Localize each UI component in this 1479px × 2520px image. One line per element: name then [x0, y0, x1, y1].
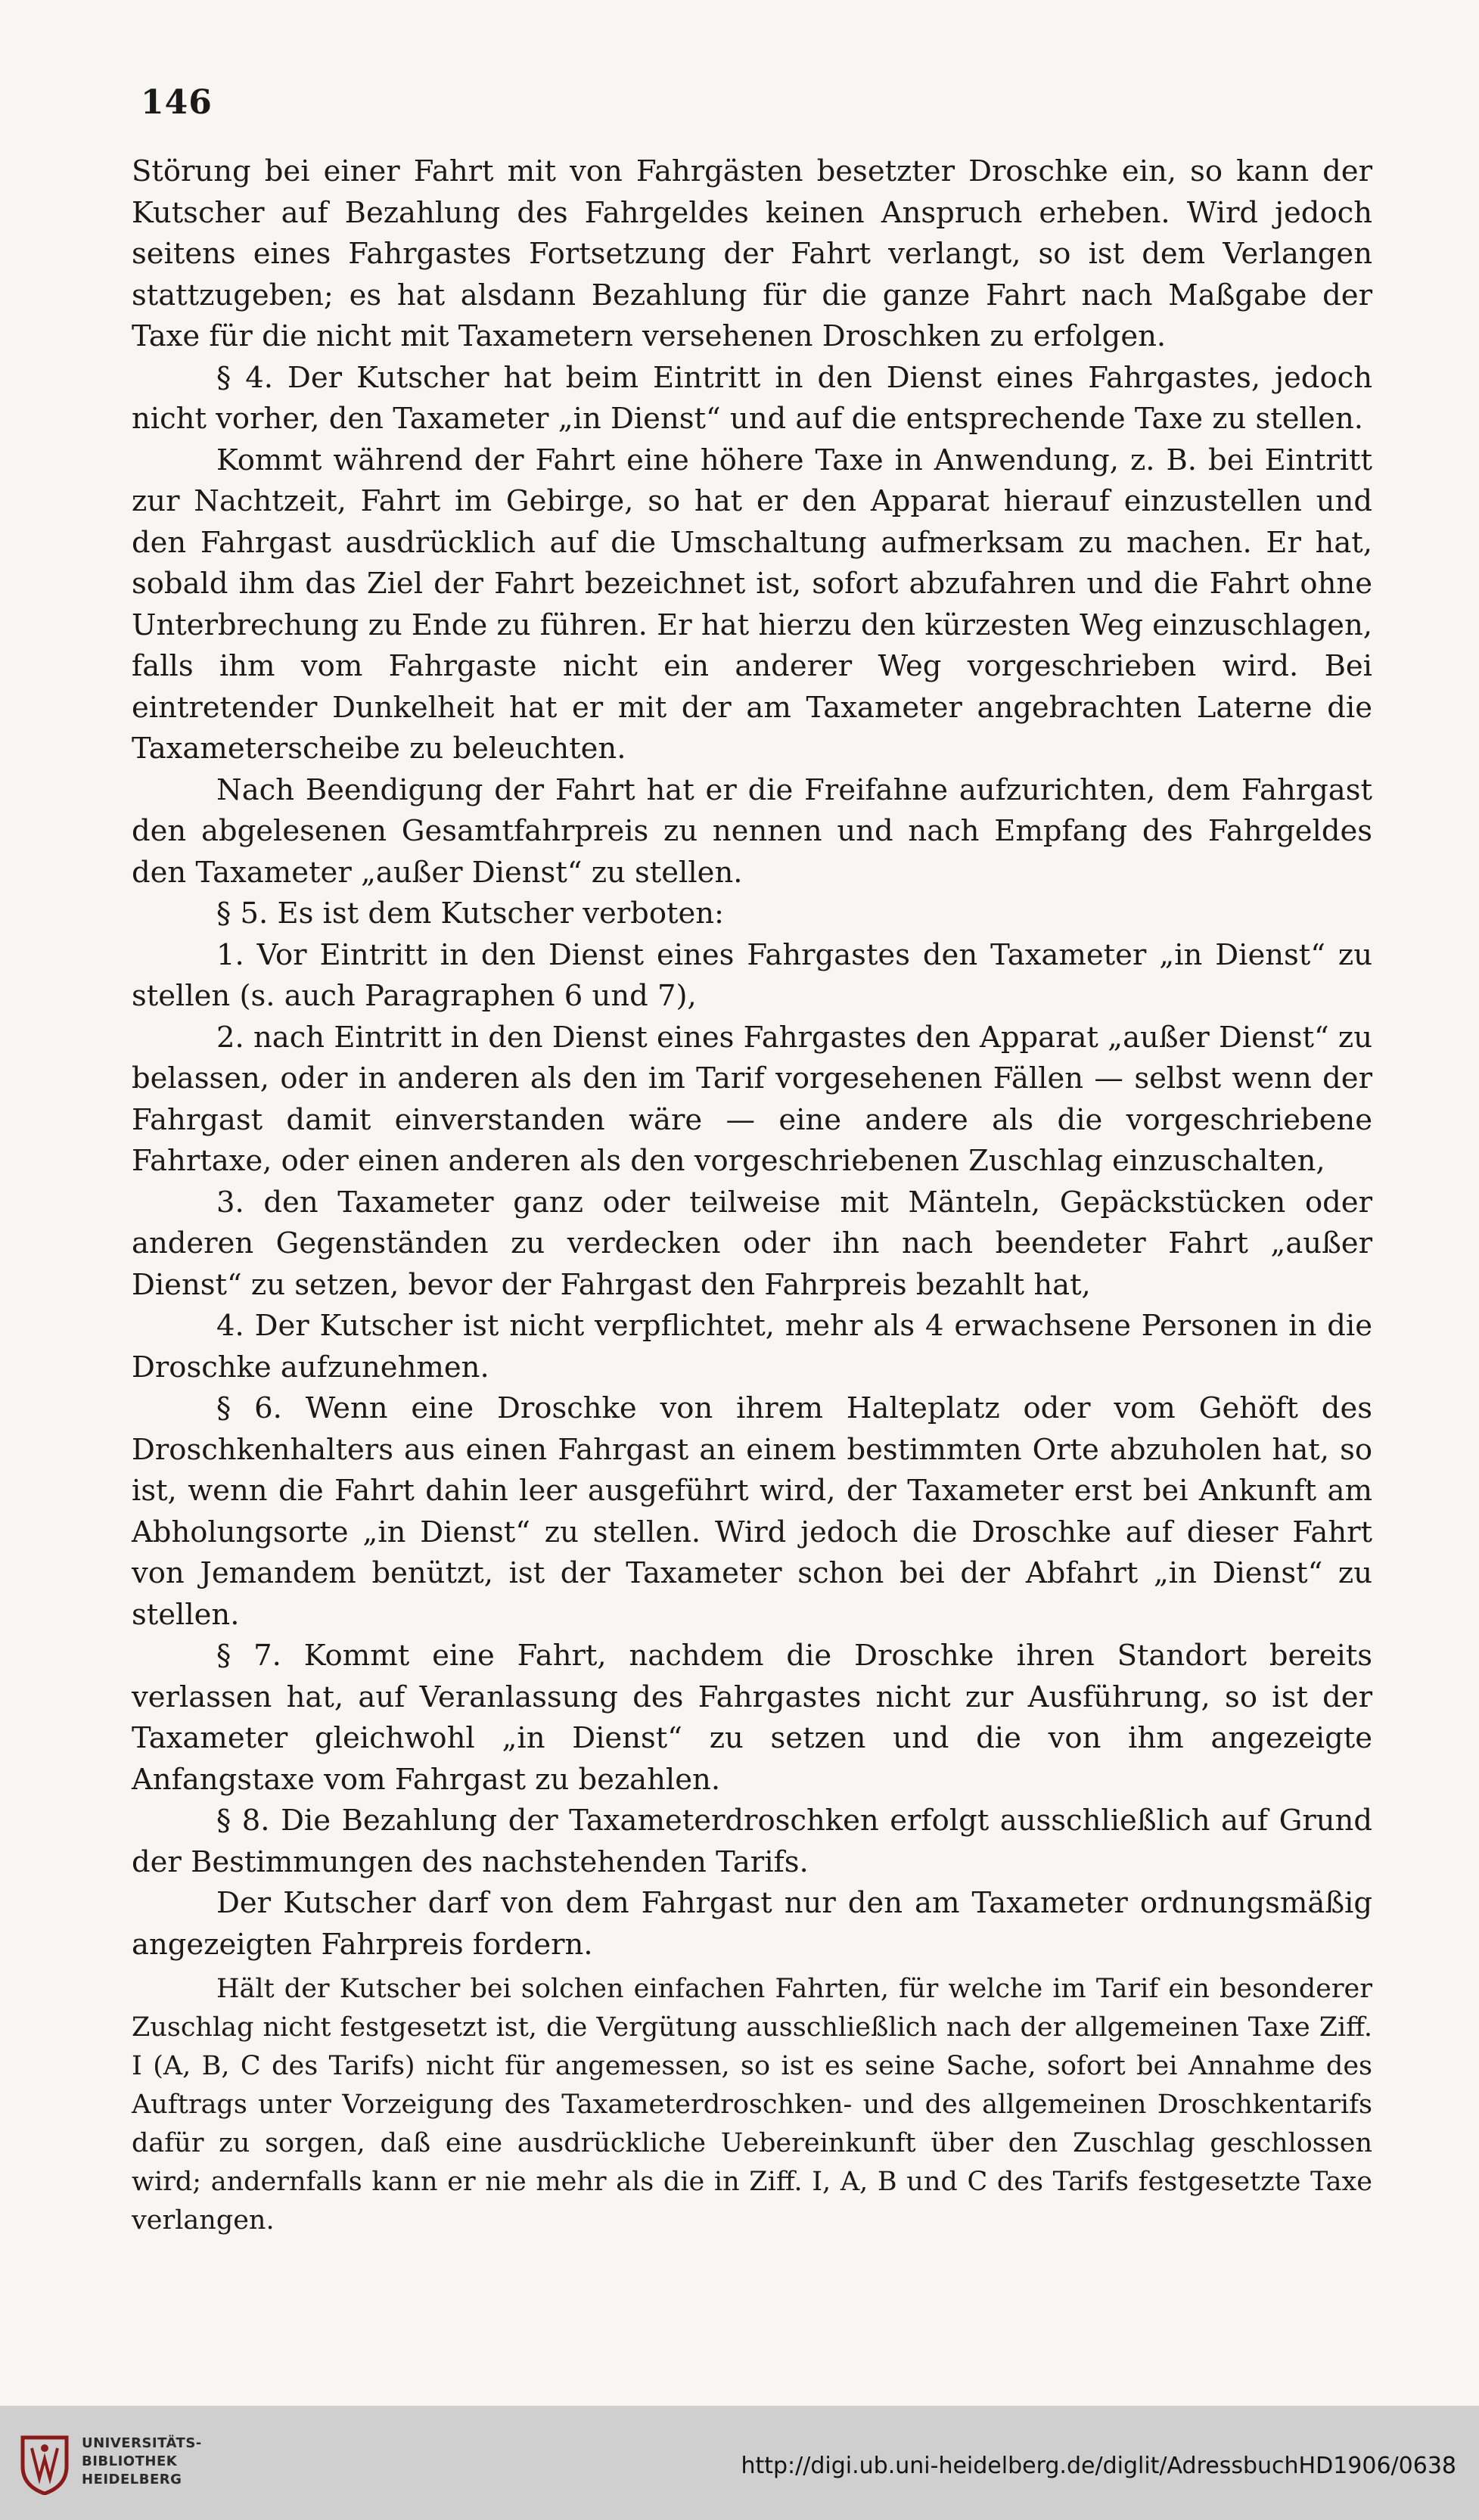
list-item-4: 4. Der Kutscher ist nicht verpflichtet, mehr als 4 erwachsene Personen in die Droschke aufzunehmen.	[132, 1309, 1372, 1384]
paragraph-higher-taxe: Kommt während der Fahrt eine höhere Taxe in Anwendung, z. B. bei Eintritt zur Nachtzeit, Fahrt im Gebirge, so hat er den Apparat hierauf einzustellen und den Fahrgast ausdrücklich auf die Umschaltung aufmerksam zu machen. Er hat, sobald ihm das Ziel der Fahrt bezeichnet ist, sofort abzufahren und die Fahrt ohne Unterbrechung zu Ende zu führen. Er hat hierzu den kürzesten Weg einzuschlagen, falls ihm vom Fahrgaste nicht ein anderer Weg vorgeschrieben wird. Bei eintretender Dunkelheit hat er mit der am Taxameter angebrachten Laterne die Taxameterscheibe zu beleuchten.	[132, 443, 1372, 766]
library-name-line-2: BIBLIOTHEK	[82, 2453, 178, 2469]
library-name-line-1: UNIVERSITÄTS-	[82, 2435, 202, 2451]
library-name-line-3: HEIDELBERG	[82, 2472, 182, 2487]
paragraph-section-7: § 7. Kommt eine Fahrt, nachdem die Droschke ihren Standort bereits verlassen hat, auf Veranlassung des Fahrgastes nicht zur Ausführung, so ist der Taxameter gleichwohl „in Dienst“ zu setzen und die von ihm angezeigte Anfangstaxe vom Fahrgast zu bezahlen.	[132, 1639, 1372, 1797]
paragraph-surcharge-note: Hält der Kutscher bei solchen einfachen Fahrten, für welche im Tarif ein besonderer Zuschlag nicht festgesetzt ist, die Vergütung ausschließlich nach der allgemeinen Taxe Ziff. I (A, B, C des Tarifs) nicht für angemessen, so ist es seine Sache, sofort bei Annahme des Auftrags unter Vorzeigung des Taxameterdroschken- und des allgemeinen Droschkentarifs dafür zu sorgen, daß eine ausdrückliche Uebereinkunft über den Zuschlag geschlossen wird; andernfalls kann er nie mehr als die in Ziff. I, A, B und C des Tarifs festgesetzte Taxe verlangen.	[132, 1974, 1372, 2236]
paragraph-section-4: § 4. Der Kutscher hat beim Eintritt in den Dienst eines Fahrgastes, jedoch nicht vorher, den Taxameter „in Dienst“ und auf die entsprechende Taxe zu stellen.	[132, 360, 1372, 436]
library-name	[82, 2435, 202, 2489]
paragraph-section-8: § 8. Die Bezahlung der Taxameterdroschken erfolgt ausschließlich auf Grund der Bestimmungen des nachstehenden Tarifs.	[132, 1804, 1372, 1879]
body-text	[132, 151, 1372, 2240]
list-item-1: 1. Vor Eintritt in den Dienst eines Fahrgastes den Taxameter „in Dienst“ zu stellen (s. auch Paragraphen 6 und 7),	[132, 937, 1372, 1013]
paragraph-fare-demand: Der Kutscher darf von dem Fahrgast nur den am Taxameter ordnungsmäßig angezeigten Fahrpreis fordern.	[132, 1886, 1372, 1962]
paragraph-section-5: § 5. Es ist dem Kutscher verboten:	[216, 896, 725, 931]
viewer-footer	[0, 2406, 1479, 2520]
paragraph-continuation: Störung bei einer Fahrt mit von Fahrgästen besetzter Droschke ein, so kann der Kutscher auf Bezahlung des Fahrgeldes keinen Anspruch erheben. Wird jedoch seitens eines Fahrgastes Fortsetzung der Fahrt verlangt, so ist dem Verlangen stattzugeben; es hat alsdann Bezahlung für die ganze Fahrt nach Maßgabe der Taxe für die nicht mit Taxametern versehenen Droschken zu erfolgen.	[132, 154, 1372, 353]
library-logo	[17, 2433, 213, 2501]
source-url-link[interactable]: http://digi.ub.uni-heidelberg.de/diglit/AdressbuchHD1906/0638	[741, 2453, 1456, 2479]
list-item-3: 3. den Taxameter ganz oder teilweise mit Mänteln, Gepäckstücken oder anderen Gegenständen zu verdecken oder ihn nach beendeter Fahrt „außer Dienst“ zu setzen, bevor der Fahrgast den Fahrpreis bezahlt hat,	[132, 1185, 1372, 1302]
page-number: 146	[141, 83, 213, 122]
paragraph-end-of-ride: Nach Beendigung der Fahrt hat er die Freifahne aufzurichten, dem Fahrgast den abgelesenen Gesamtfahrpreis zu nennen und nach Empfang des Fahrgeldes den Taxameter „außer Dienst“ zu stellen.	[132, 772, 1372, 890]
library-seal-icon	[17, 2433, 73, 2495]
paragraph-section-6: § 6. Wenn eine Droschke von ihrem Halteplatz oder vom Gehöft des Droschkenhalters aus einen Fahrgast an einem bestimmten Orte abzuholen hat, so ist, wenn die Fahrt dahin leer ausgeführt wird, der Taxameter erst bei Ankunft am Abholungsorte „in Dienst“ zu stellen. Wird jedoch die Droschke auf dieser Fahrt von Jemandem benützt, ist der Taxameter schon bei der Abfahrt „in Dienst“ zu stellen.	[132, 1391, 1372, 1632]
list-item-2: 2. nach Eintritt in den Dienst eines Fahrgastes den Apparat „außer Dienst“ zu belassen, oder in anderen als den im Tarif vorgesehenen Fällen — selbst wenn der Fahrgast damit einverstanden wäre — eine andere als die vorgeschriebene Fahrtaxe, oder einen anderen als den vorgeschriebenen Zuschlag einzuschalten,	[132, 1020, 1372, 1178]
